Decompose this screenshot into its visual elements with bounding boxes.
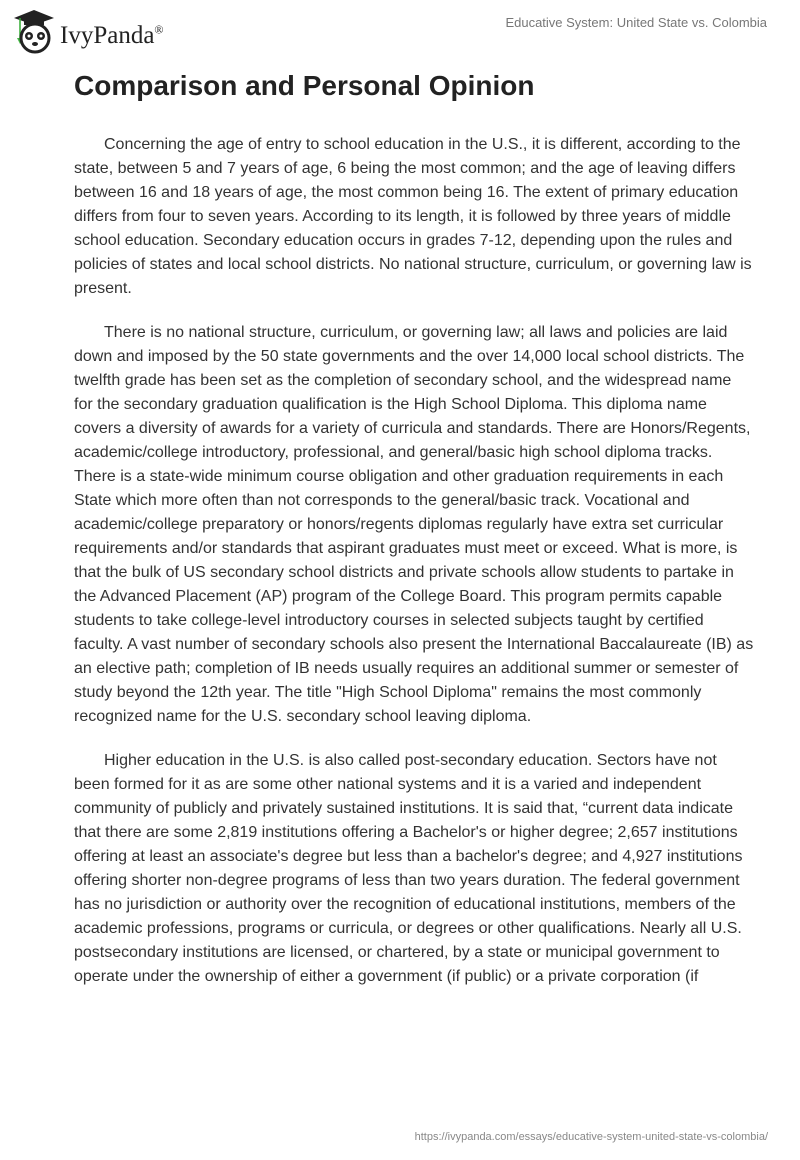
registered-mark: ® [154, 22, 164, 37]
source-url[interactable]: https://ivypanda.com/essays/educative-system-united-state-vs-colombia/ [414, 1131, 768, 1143]
document-title: Educative System: United State vs. Colombia [505, 15, 767, 30]
section-heading: Comparison and Personal Opinion [74, 70, 535, 101]
article-body [74, 133, 754, 1009]
paragraph: There is no national structure, curriculum, or governing law; all laws and policies are laid down and imposed by the 50 state governments and the over 14,000 local school districts. The twelfth grade has been set as the completion of secondary school, and the widespread name for the secondary graduation qualification is the High School Diploma. This diploma name covers a diversity of awards for a variety of curricula and standards. There are Honors/Regents, academic/college introductory, professional, and general/basic high school diploma tracks. There is a state-wide minimum course obligation and other graduation requirements in each State which more often than not corresponds to the general/basic track. Vocational and academic/college preparatory or honors/regents diplomas regularly have extra set curricular requirements and/or standards that aspirant graduates must meet or exceed. What is more, is that the bulk of US secondary school districts and private schools allow students to partake in the Advanced Placement (AP) program of the College Board. This program permits capable students to take college-level introductory courses in selected subjects taught by certified faculty. A vast number of secondary schools also present the International Baccalaureate (IB) as an elective path; completion of IB needs usually requires an additional summer or semester of study beyond the 12th year. The title "High School Diploma" remains the most commonly recognized name for the U.S. secondary school leaving diploma. [74, 324, 754, 725]
paragraph: Concerning the age of entry to school education in the U.S., it is different, according to the state, between 5 and 7 years of age, 6 being the most common; and the age of leaving differs between 16 and 18 years of age, the most common being 16. The extent of primary education differs from four to seven years. According to its length, it is followed by three years of middle school education. Secondary education occurs in grades 7-12, depending upon the rules and policies of states and local school districts. No national structure, curriculum, or governing law is present. [74, 136, 752, 297]
ivypanda-logo[interactable] [14, 8, 164, 54]
panda-logo-icon [14, 8, 54, 54]
logo-text: IvyPanda [60, 22, 155, 49]
paragraph: Higher education in the U.S. is also called post-secondary education. Sectors have not been formed for it as are some other national systems and it is a varied and independent community of publicly and privately sustained institutions. It is said that, “current data indicate that there are some 2,819 institutions offering a Bachelor's or higher degree; 2,657 institutions offering at least an associate's degree but less than a bachelor's degree; and 4,927 institutions offering shorter non-degree programs of less than two years duration. The federal government has no jurisdiction or authority over the recognition of educational institutions, members of the academic professions, programs or curricula, or degrees or other qualifications. Nearly all U.S. postsecondary institutions are licensed, or chartered, by a state or municipal government to operate under the ownership of either a government (if public) or a private corporation (if [74, 752, 743, 985]
